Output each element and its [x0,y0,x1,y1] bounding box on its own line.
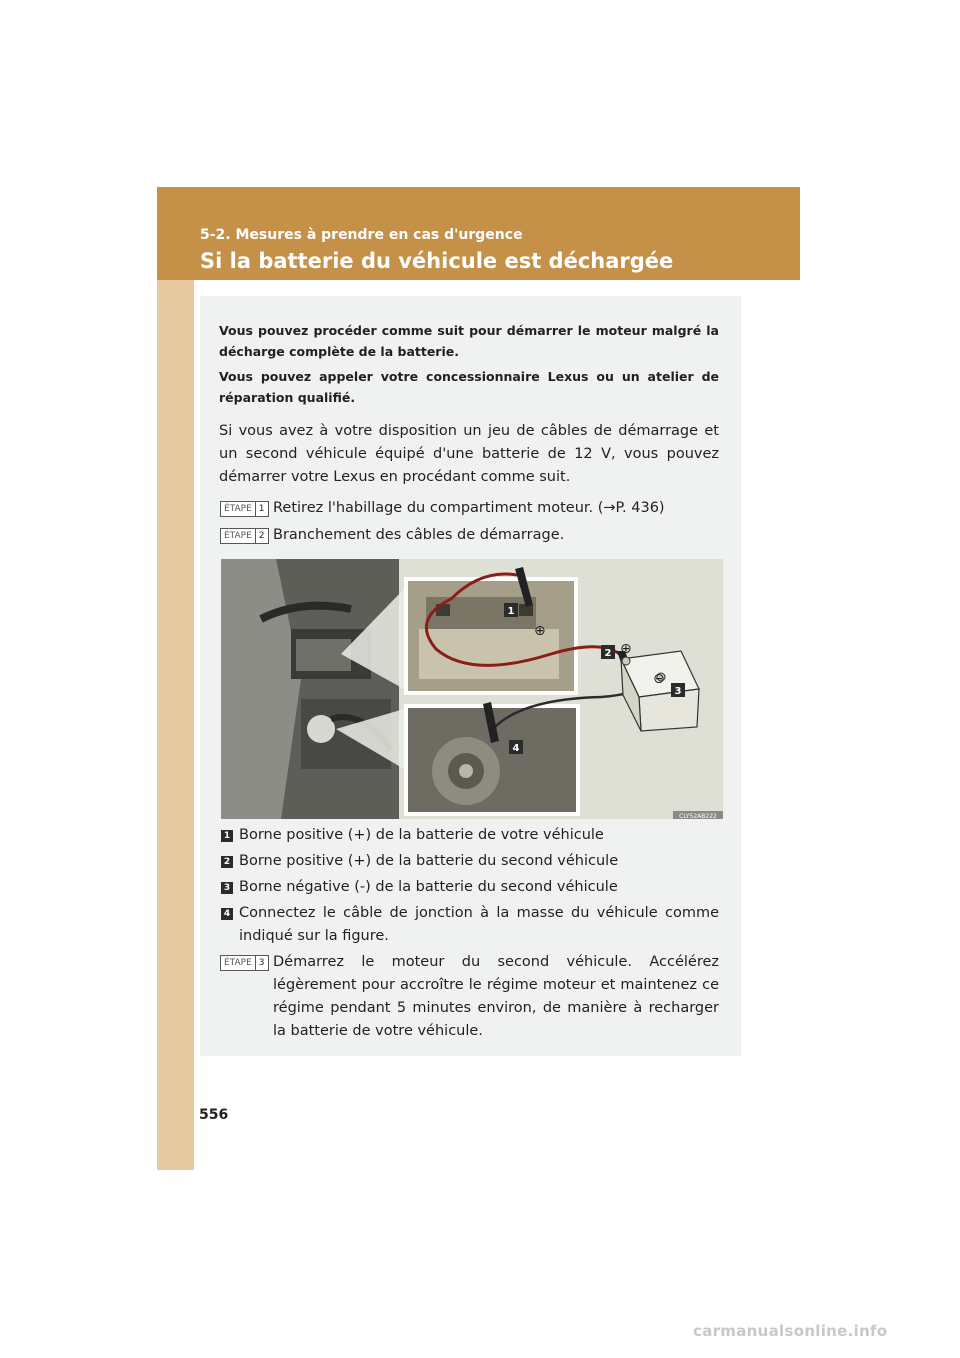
step-badge-3 [220,955,269,971]
callout-2: 2 [604,648,612,659]
legend-number-3: 3 [221,882,233,894]
step-word: ÉTAPE [224,504,252,514]
callout-3: 3 [674,686,682,697]
step-number: 1 [255,502,268,516]
step-3-text: Démarrez le moteur du second véhicule. Accélérez légèrement pour accroître le régime moteur et maintenez ce régime pendant 5 minutes environ, de manière à recharger la batterie de votre véhicule. [273,954,719,1039]
figure-code: CLY52AB222 [679,813,717,819]
step-badge-2 [220,528,269,544]
minus-icon: ⊖ [653,671,665,687]
jump-start-figure [221,559,723,819]
engine-illustration [221,559,723,819]
page-number: 556 [199,1107,229,1123]
legend-item-3: Borne négative (-) de la batterie du second véhicule [239,879,618,895]
footer-watermark[interactable]: carmanualsonline.info [693,1322,888,1340]
margin-strip [157,187,194,1170]
step-2-text: Branchement des câbles de démarrage. [273,527,565,543]
step-number: 3 [255,956,268,970]
callout-4: 4 [512,743,520,754]
legend-number-4: 4 [221,908,233,920]
legend-item-2: Borne positive (+) de la batterie du second véhicule [239,853,619,869]
plus-icon: ⊕ [620,641,632,657]
step-badge-1 [220,501,269,517]
body-paragraph: Si vous avez à votre disposition un jeu de câbles de démarrage et un second véhicule équipé d'une batterie de 12 V, vous pouvez démarrer votre Lexus en procédant comme suit. [219,423,719,485]
page-title: Si la batterie du véhicule est déchargée [200,249,674,273]
step-number: 2 [255,529,268,543]
legend-number-2: 2 [221,856,233,868]
step-word: ÉTAPE [224,531,252,541]
legend-item-1: Borne positive (+) de la batterie de votre véhicule [239,827,604,843]
callout-1: 1 [507,606,515,617]
legend-item-4: Connectez le câble de jonction à la masse du véhicule comme indiqué sur la figure. [239,905,719,944]
plus-icon: ⊕ [534,623,546,639]
intro-text-1: Vous pouvez procéder comme suit pour démarrer le moteur malgré la décharge complète de la batterie. [219,323,719,359]
step-1-text: Retirez l'habillage du compartiment moteur. (→P. 436) [273,500,665,516]
step-word: ÉTAPE [224,958,252,968]
intro-text-2: Vous pouvez appeler votre concessionnaire Lexus ou un atelier de réparation qualifié. [219,369,719,405]
section-label: 5-2. Mesures à prendre en cas d'urgence [200,227,523,243]
legend-number-1: 1 [221,830,233,842]
